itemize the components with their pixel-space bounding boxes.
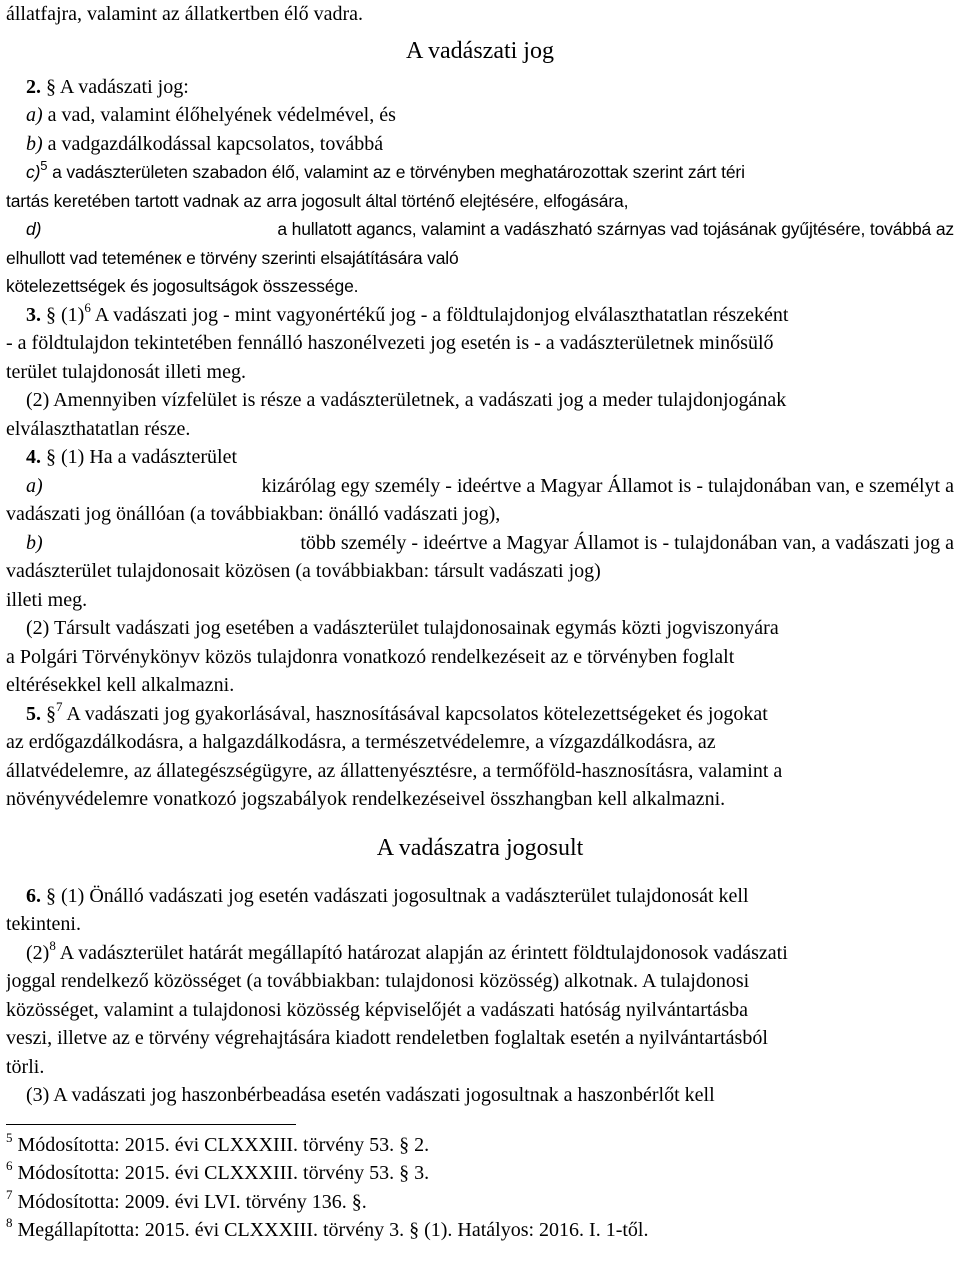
footnote-ref: 5 <box>40 158 48 174</box>
paragraph-text: közösséget, valamint a tulajdonosi közösség képviselőjét a vadászati hatóság nyilvántartásba <box>6 998 749 1021</box>
point-c-continuation: tartás keretében tartott vadnak az arra jogosult által történő elejtésére, elfogására, <box>6 190 629 211</box>
paragraph-text: a Polgári Törvénykönyv közös tulajdonra vonatkozó rendelkezéseit az e törvényben foglalt <box>6 645 735 668</box>
paragraph-6-3: (3) A vadászati jog haszonbérbeadása esetén vadászati jogosultnak a haszonbérlőt kell <box>26 1084 715 1106</box>
footnote-separator <box>6 1124 296 1125</box>
footnote-ref: 7 <box>56 699 63 714</box>
paragraph-6-1 <box>6 882 954 911</box>
footnote-number: 8 <box>6 1215 13 1231</box>
paragraph-6-2 <box>6 939 954 968</box>
footnote-ref: 8 <box>49 938 56 953</box>
footnote-text: Megállapította: 2015. évi CLXXXIII. törvény 3. § (1). Hatályos: 2016. I. 1-től. <box>17 1219 649 1241</box>
point-marker: a) <box>26 104 43 126</box>
section-sign: § <box>46 303 56 326</box>
footnote <box>6 1131 954 1160</box>
section-number: 5. <box>26 702 41 725</box>
point-a <box>6 101 954 130</box>
paragraph-text: A vadászati jog gyakorlásával, hasznosításával kapcsolatos kötelezettségeket és jogokat <box>66 702 768 725</box>
footnote-text: Módosította: 2009. évi LVI. törvény 136. §. <box>17 1190 367 1213</box>
point-marker: d) <box>26 219 42 239</box>
paragraph-text: terület tulajdonosát illeti meg. <box>6 360 246 383</box>
paragraph-3-1 <box>6 301 954 330</box>
point-text: kizárólag egy személy - ideértve a Magyar Államot is - tulajdonában van, e személyt a <box>261 474 954 497</box>
point-c <box>6 158 954 187</box>
paragraph-4-2: (2) Társult vadászati jog esetében a vadászterület tulajdonosainak egymás közti jogviszonyára <box>26 617 779 639</box>
paragraph-text: növényvédelemre vonatkozó jogszabályok rendelkezéseivel összhangban kell alkalmazni. <box>6 788 726 810</box>
section-number: 3. <box>26 303 41 326</box>
section-number: 6. <box>26 884 41 907</box>
paragraph-text: illeti meg. <box>6 588 88 611</box>
paragraph-5 <box>6 700 954 729</box>
footnote-ref: 6 <box>84 300 91 315</box>
subsection-marker: (1) <box>61 303 85 326</box>
section-sign: § <box>46 884 56 907</box>
point-marker: c) <box>26 162 41 182</box>
footnote <box>6 1216 954 1245</box>
paragraph-text: - a földtulajdon tekintetében fennálló haszonélvezeti jog esetén is - a vadászterületnek minősülő <box>6 332 774 354</box>
paragraph-text: eltérésekkel kell alkalmazni. <box>6 674 235 696</box>
point-marker: b) <box>26 531 43 554</box>
section-number: 2. <box>26 75 41 98</box>
section-heading-vadaszati-jog: A vadászati jog <box>406 37 554 64</box>
paragraph-text: (1) Önálló vadászati jog esetén vadászati jogosultnak a vadászterület tulajdonosát kell <box>61 884 749 907</box>
paragraph-3-2: (2) Amennyiben vízfelület is része a vadászterületnek, a vadászati jog a meder tulajdonjogának <box>26 389 787 411</box>
point-a-continuation: vadászati jog önállóan (a továbbiakban: önálló vadászati jog), <box>6 503 501 525</box>
footnote-text: Módosította: 2015. évi CLXXXIII. törvény 53. § 3. <box>17 1162 430 1184</box>
section-sign: § <box>46 75 56 98</box>
paragraph-text: elválaszthatatlan része. <box>6 417 191 440</box>
point-marker: b) <box>26 132 43 155</box>
paragraph-4-1 <box>6 443 954 472</box>
footnote <box>6 1159 954 1188</box>
point-d-closing: kötelezettségek és jogosultságok összessége. <box>6 276 359 296</box>
paragraph-text: az erdőgazdálkodásra, a halgazdálkodásra, a természetvédelemre, a vízgazdálkodásra, az <box>6 731 716 753</box>
point-d-continuation: elhullott vad teteméneк e törvény szerinti elsajátítására való <box>6 247 459 268</box>
paragraph-text: A vadászterület határát megállapító határozat alapján az érintett földtulajdonosok vadászati <box>59 941 788 964</box>
continuation-text: állatfajra, valamint az állatkertben élő vadra. <box>6 3 364 25</box>
point-d <box>6 215 954 244</box>
footnote-text: Módosította: 2015. évi CLXXXIII. törvény 53. § 2. <box>17 1133 430 1156</box>
footnote-number: 6 <box>6 1158 13 1174</box>
paragraph-text: veszi, illetve az e törvény végrehajtására kiadott rendeletben foglaltak esetén a nyilvántartásból <box>6 1027 768 1049</box>
footnote-number: 5 <box>6 1129 13 1145</box>
subsection-marker: (2) <box>26 941 50 964</box>
paragraph-2-intro <box>6 73 954 102</box>
section-number: 4. <box>26 446 41 468</box>
point-text: több személy - ideértve a Magyar Államot is - tulajdonában van, a vadászati jog a <box>300 531 954 554</box>
section-sign: § <box>46 446 56 468</box>
section-sign: § <box>46 702 56 725</box>
paragraph-text: (1) Ha a vadászterület <box>61 446 238 468</box>
paragraph-text: tekinteni. <box>6 913 81 935</box>
paragraph-text: állatvédelemre, az állategészségügyre, az állattenyésztésre, a termőföld-hasznosításra, valamint a <box>6 759 783 782</box>
section-heading-vadaszatra-jogosult: A vadászatra jogosult <box>376 834 584 861</box>
point-text: a hullatott agancs, valamint a vadászható szárnyas vad tojásának gyűjtésére, továbbá az <box>277 219 954 239</box>
point-text: a vadászterületen szabadon élő, valamint az e törvényben meghatározottak szerint zárt téri <box>52 162 745 182</box>
point-marker: a) <box>26 474 43 497</box>
point-b <box>6 529 954 558</box>
footnote-number: 7 <box>6 1186 13 1202</box>
point-text: a vad, valamint élőhelyének védelmével, és <box>47 104 396 126</box>
paragraph-text: A vadászati jog - mint vagyonértékű jog - a földtulajdonjog elválaszthatatlan részeként <box>94 303 789 326</box>
paragraph-text: A vadászati jog: <box>59 75 189 98</box>
point-a <box>6 472 954 501</box>
footnote <box>6 1188 954 1217</box>
point-text: a vadgazdálkodással kapcsolatos, továbbá <box>47 132 384 155</box>
point-b <box>6 130 954 159</box>
point-b-continuation: vadászterület tulajdonosait közösen (a továbbiakban: társult vadászati jog) <box>6 560 601 582</box>
paragraph-text: joggal rendelkező közösséget (a továbbiakban: tulajdonosi közösség) alkotnak. A tulajdonosi <box>6 970 750 992</box>
paragraph-text: törli. <box>6 1055 45 1078</box>
